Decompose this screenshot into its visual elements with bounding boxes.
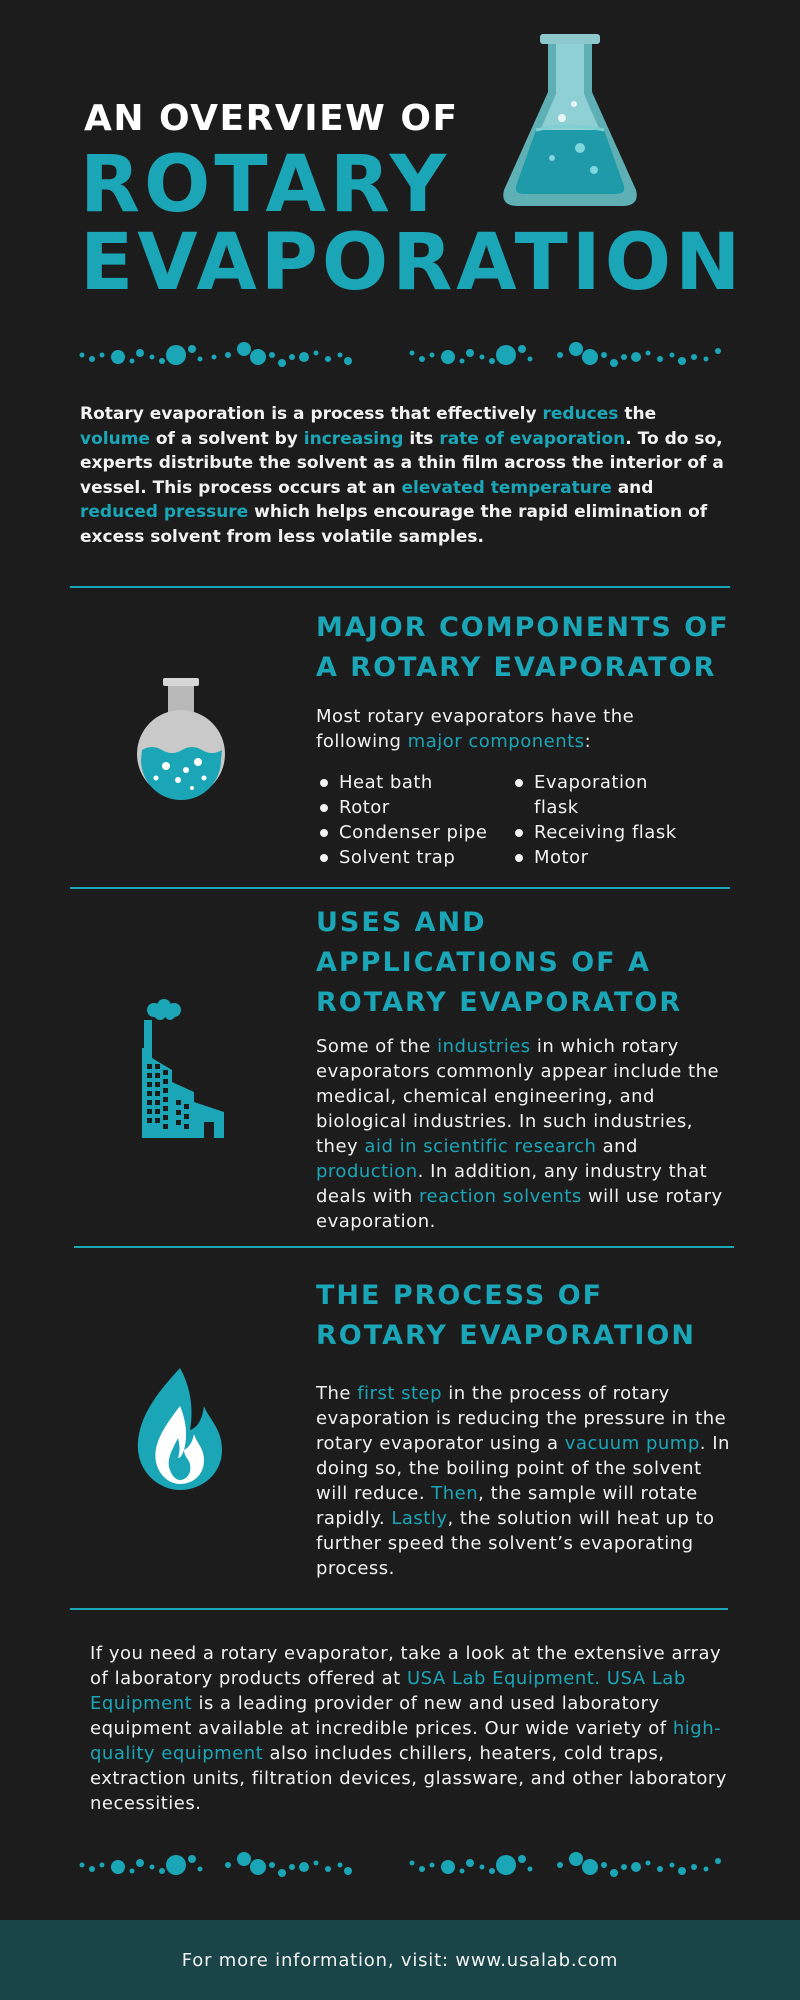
text-segment: its	[403, 428, 440, 449]
decorative-dots-divider	[78, 335, 722, 375]
highlighted-text: rate of evaporation	[439, 428, 626, 449]
highlighted-text: major components	[407, 731, 585, 752]
text-segment: and	[611, 477, 654, 498]
process-title-line-2: ROTARY EVAPORATION	[316, 1320, 696, 1351]
highlighted-text: first step	[357, 1383, 443, 1404]
flame-icon	[132, 1366, 228, 1492]
highlighted-text: high-quality equipment	[90, 1718, 722, 1764]
component-list-item: Heat bath	[316, 770, 506, 795]
title-line-2: EVAPORATION	[80, 218, 745, 308]
highlighted-text: USA Lab Equipment	[90, 1668, 686, 1714]
highlighted-text: aid in scientific research	[364, 1136, 597, 1157]
highlighted-text: reduces	[542, 404, 619, 424]
footer-bar	[0, 1920, 800, 2000]
process-title-line-1: THE PROCESS OF	[316, 1280, 604, 1311]
text-segment: will use rotary evaporation.	[316, 1186, 723, 1232]
highlighted-text: reaction solvents	[419, 1186, 582, 1207]
intro-paragraph	[80, 402, 730, 549]
uses-title	[316, 903, 756, 1023]
component-list-item: Motor	[511, 845, 681, 870]
closing-paragraph	[90, 1641, 730, 1816]
text-segment: . In addition, any industry that deals with	[316, 1161, 708, 1207]
component-list-item: Solvent trap	[316, 845, 506, 870]
uses-title-line-1: USES AND	[316, 907, 487, 938]
highlighted-text: elevated temperature	[401, 477, 612, 498]
text-segment: and	[596, 1136, 638, 1157]
erlenmeyer-flask-icon	[490, 30, 650, 210]
highlighted-text: volume	[80, 428, 150, 449]
component-list-item: Rotor	[316, 795, 506, 820]
components-title-line-2: A ROTARY EVAPORATOR	[316, 652, 717, 683]
factory-icon	[138, 998, 228, 1140]
components-intro-text	[316, 704, 716, 754]
section-divider	[70, 887, 730, 889]
text-segment: . To do so, experts distribute the solvent as a thin film across the interior of a vessel. This process occurs at an	[80, 428, 724, 498]
process-paragraph	[316, 1381, 736, 1581]
text-segment: of a solvent by	[149, 428, 304, 449]
text-segment: Some of the	[316, 1036, 438, 1057]
text-segment: The	[316, 1383, 358, 1404]
text-segment: Rotary evaporation is a process that effectively	[80, 404, 543, 424]
decorative-dots-divider	[78, 1845, 722, 1885]
text-segment: Most rotary evaporators have the following	[316, 706, 635, 752]
component-list-item: Evaporation flask	[511, 770, 681, 820]
component-list-item: Receiving flask	[511, 820, 681, 845]
highlighted-text: increasing	[303, 428, 404, 449]
round-flask-icon	[126, 674, 236, 804]
uses-paragraph	[316, 1034, 736, 1234]
pre-title: AN OVERVIEW OF	[84, 98, 459, 139]
highlighted-text: industries	[437, 1036, 531, 1057]
section-divider	[70, 586, 730, 588]
text-segment: which helps encourage the rapid elimination of excess solvent from less volatile samples.	[80, 502, 708, 547]
highlighted-text: vacuum pump	[564, 1433, 700, 1454]
section-divider	[74, 1246, 734, 1248]
highlighted-text: production	[316, 1161, 418, 1182]
text-segment: , the sample will rotate rapidly.	[316, 1483, 698, 1529]
text-segment: in which rotary evaporators commonly appear include the medical, chemical engineering, and biological industries. In such industries, they	[316, 1036, 720, 1157]
highlighted-text: USA Lab Equipment.	[406, 1668, 601, 1689]
highlighted-text: reduced pressure	[80, 502, 249, 522]
text-segment: :	[584, 731, 592, 752]
text-segment: . In doing so, the boiling point of the solvent will reduce.	[316, 1433, 730, 1504]
text-segment: If you need a rotary evaporator, take a look at the extensive array of laboratory products offered at	[90, 1643, 722, 1689]
text-segment: the	[618, 404, 657, 424]
component-list-item: Condenser pipe	[316, 820, 506, 845]
text-segment: is a leading provider of new and used laboratory equipment available at incredible prices. Our wide variety of	[90, 1693, 673, 1739]
footer-text: For more information, visit: www.usalab.com	[181, 1949, 619, 1971]
text-segment: in the process of rotary evaporation is reducing the pressure in the rotary evaporator using a	[316, 1383, 727, 1454]
text-segment: also includes chillers, heaters, cold traps, extraction units, filtration devices, glassware, and other laboratory necessities.	[90, 1743, 727, 1814]
highlighted-text: Then	[431, 1483, 479, 1504]
text-segment: , the solution will heat up to further speed the solvent’s evaporating process.	[316, 1508, 715, 1579]
section-divider	[70, 1608, 728, 1610]
title-line-1: ROTARY	[80, 140, 451, 230]
uses-title-line-2: APPLICATIONS OF A	[316, 947, 651, 978]
components-list-right	[511, 770, 681, 870]
components-title-line-1: MAJOR COMPONENTS OF	[316, 612, 730, 643]
highlighted-text: Lastly	[391, 1508, 448, 1529]
process-title	[316, 1276, 756, 1356]
uses-title-line-3: ROTARY EVAPORATOR	[316, 987, 683, 1018]
components-title	[316, 608, 756, 688]
components-list-left	[316, 770, 506, 870]
